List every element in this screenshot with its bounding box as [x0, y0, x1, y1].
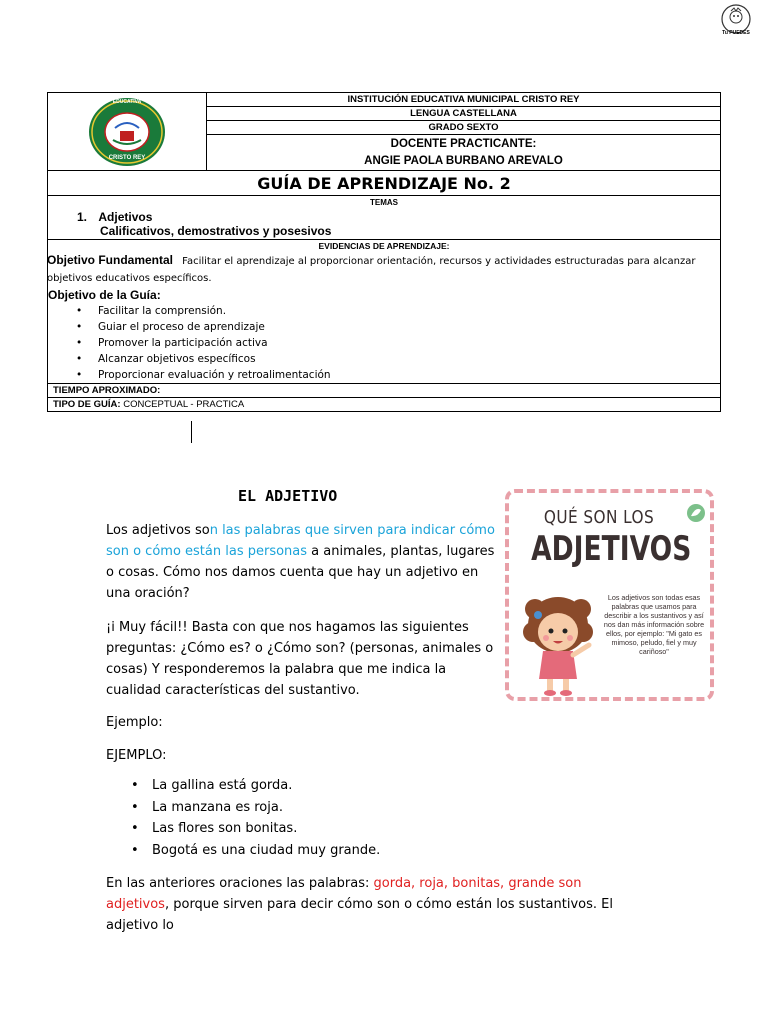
topic-name: Adjetivos — [98, 210, 153, 224]
list-item: • Guiar el proceso de aprendizaje — [98, 319, 720, 335]
objetivo-fundamental-text: Facilitar el aprendizaje al proporcionar orientación, recursos y actividades estructuradas para alcanzar objetivos educativos específicos. — [47, 256, 696, 284]
subtopic: Calificativos, demostrativos y posesivos — [100, 224, 332, 238]
header-table — [47, 92, 721, 412]
objetivos-list — [48, 303, 720, 383]
poster-text: Los adjetivos son todas esas palabras que usamos para describir a los sustantivos y así nos dan más información sobre ellos, por ejemplo: "Mi gato es mimoso, peludo, fiel y muy cariñoso" — [603, 593, 705, 656]
list-item: • Proporcionar evaluación y retroalimentación — [98, 367, 720, 383]
logo-text-bottom: CRISTO REY — [108, 154, 146, 161]
list-item: • Bogotá es una ciudad muy grande. — [131, 840, 380, 862]
list-item: • La manzana es roja. — [131, 797, 380, 819]
poster-title-1: QUÉ SON LOS — [543, 507, 655, 528]
paragraph-intro — [106, 520, 498, 604]
list-item: • Promover la participación activa — [98, 335, 720, 351]
intro-part-highlight: n las palabras que sirven para indicar cómo son o cómo están las personas — [106, 523, 495, 559]
temas-cell — [48, 196, 721, 240]
intro-part-c: a animales, plantas, lugares o cosas. Cómo nos damos cuenta que hay un adjetivo en una oración? — [106, 544, 495, 601]
topic-number: 1. — [77, 210, 88, 224]
tipo-value: CONCEPTUAL - PRACTICA — [120, 399, 245, 410]
temas-label: TEMAS — [370, 198, 398, 207]
list-item: • Alcanzar objetivos específicos — [98, 351, 720, 367]
example-label-2: EJEMPLO: — [106, 748, 167, 763]
topic-line — [48, 210, 720, 224]
leaf-icon — [686, 503, 706, 523]
intro-part-a: Los adjetivos so — [106, 523, 210, 538]
teacher-cell — [207, 135, 721, 171]
guide-title: GUÍA DE APRENDIZAJE No. 2 — [48, 171, 721, 196]
section-heading: EL ADJETIVO — [238, 487, 338, 505]
paragraph-questions: ¡i Muy fácil!! Basta con que nos hagamos las siguientes preguntas: ¿Cómo es? o ¿Cómo son? (personas, animales o cosas) Y responderemos la palabra que me indica la cualidad características del sustantivo. — [106, 620, 494, 698]
poster-title-2: ADJETIVOS — [531, 529, 692, 569]
grade-name: GRADO SEXTO — [207, 121, 721, 135]
subject-name: LENGUA CASTELLANA — [207, 107, 721, 121]
girl-illustration-icon — [513, 587, 603, 697]
text-cursor — [191, 421, 192, 443]
list-item: • La gallina está gorda. — [131, 775, 380, 797]
teacher-label: DOCENTE PRACTICANTE: — [390, 137, 537, 150]
conclusion-part-c: , porque sirven para decir cómo son o cómo están los sustantivos. El adjetivo lo — [106, 897, 613, 933]
conclusion-part-a: En las anteriores oraciones las palabras: — [106, 876, 374, 891]
examples-list — [131, 775, 380, 861]
evidencias-cell — [48, 240, 721, 384]
conclusion-highlight: gorda, roja, bonitas, grande son adjetivos — [106, 876, 582, 912]
objetivo-guia-label: Objetivo de la Guía: — [48, 288, 161, 302]
objetivo-fundamental-label: Objetivo Fundamental — [47, 253, 174, 267]
adjectives-poster — [505, 489, 714, 701]
logo-cell — [48, 93, 207, 171]
objetivo-fundamental — [47, 252, 720, 286]
teacher-name: ANGIE PAOLA BURBANO AREVALO — [364, 154, 563, 167]
logo-text-top: EDUCATIVA — [112, 98, 142, 105]
tipo-cell — [48, 398, 721, 412]
evidencias-label: EVIDENCIAS DE APRENDIZAJE: — [318, 241, 450, 251]
institution-name: INSTITUCIÓN EDUCATIVA MUNICIPAL CRISTO REY — [207, 93, 721, 107]
tiempo-label: TIEMPO APROXIMADO: — [48, 384, 721, 398]
list-item: • Facilitar la comprensión. — [98, 303, 720, 319]
school-logo-icon — [87, 96, 167, 168]
paragraph-conclusion — [106, 873, 646, 936]
list-item: • Las flores son bonitas. — [131, 818, 380, 840]
stamp-text: Tu PUEDES — [722, 30, 750, 36]
tipo-label: TIPO DE GUÍA: — [53, 399, 121, 410]
example-label-1: Ejemplo: — [106, 715, 163, 730]
corner-stamp-icon — [716, 3, 756, 39]
